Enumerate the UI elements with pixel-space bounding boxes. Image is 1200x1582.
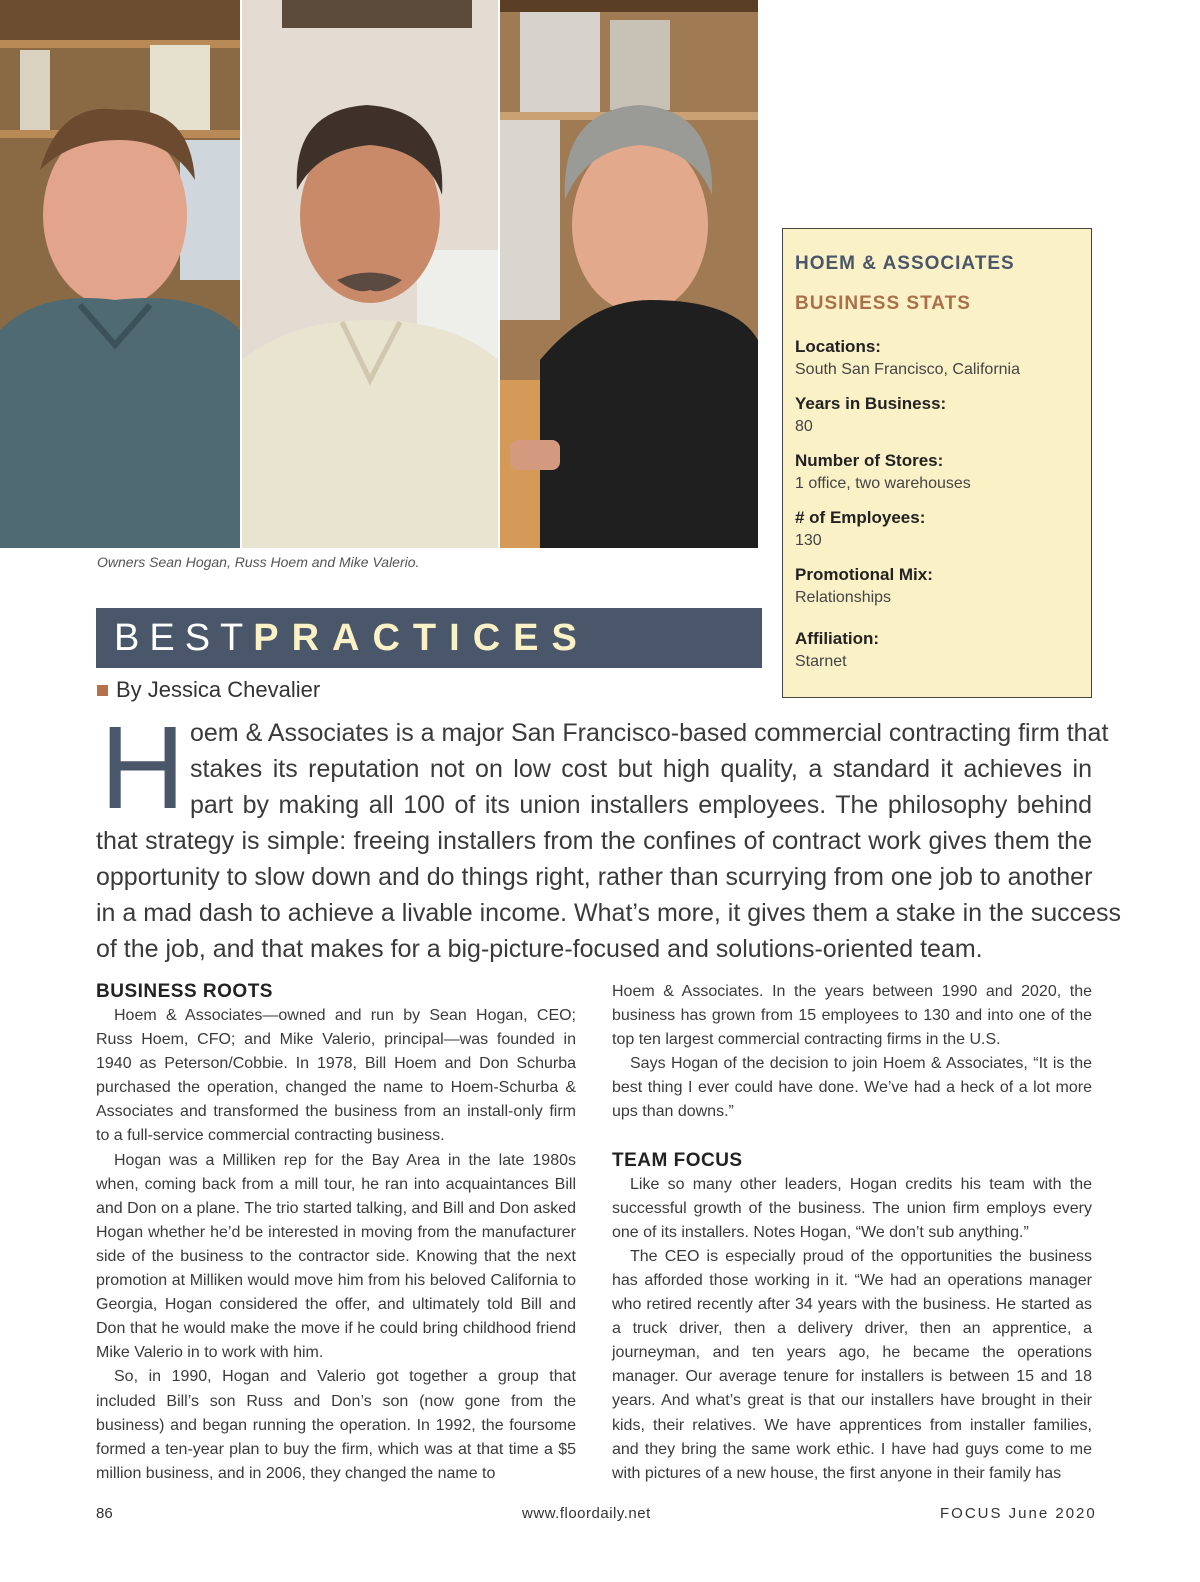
stat-value-promotional-mix: Relationships — [795, 589, 892, 606]
lead-line: in a mad dash to achieve a livable income. What’s more, it gives them a stake in the success — [96, 899, 1122, 927]
photo-russ-hoem — [242, 0, 498, 548]
body-paragraph: Hoem & Associates. In the years between 1990 and 2020, the business has grown from 15 employees to 130 and into one of the top ten largest commercial contracting firms in the U.S. — [612, 983, 1092, 1049]
stat-value-stores: 1 office, two warehouses — [795, 475, 971, 492]
stat-value-employees: 130 — [795, 532, 822, 549]
stat-label-years: Years in Business: — [795, 394, 947, 413]
right-column — [612, 980, 1092, 1486]
business-stats-box — [782, 228, 1092, 698]
byline-text: By Jessica Chevalier — [116, 677, 321, 702]
bullet-square-icon — [97, 685, 108, 696]
lead-line: oem & Associates is a major San Francisco-based commercial contracting firm that — [190, 719, 1109, 747]
left-column — [96, 980, 576, 1486]
drop-cap: H — [100, 702, 186, 834]
lead-line: that strategy is simple: freeing installers from the confines of contract work gives them the — [96, 827, 1092, 855]
banner-bold-text: PRACTICES — [253, 616, 590, 659]
body-paragraph: So, in 1990, Hogan and Valerio got together a group that included Bill’s son Russ and Don’s son (now gone from the business) and began running the operation. In 1992, the foursome formed a ten-year plan to buy the firm, which was at that time a $5 million business, and in 2006, they changed the name to — [96, 1368, 576, 1482]
heading-business-roots: BUSINESS ROOTS — [96, 981, 273, 1002]
footer-issue: FOCUS June 2020 — [940, 1505, 1097, 1522]
spacer — [612, 1125, 1092, 1149]
photo-mike-valerio — [500, 0, 758, 548]
body-paragraph: Like so many other leaders, Hogan credits his team with the successful growth of the business. The union firm employs every one of its installers. Notes Hogan, “We don’t sub anything.” — [612, 1175, 1092, 1241]
stat-label-locations: Locations: — [795, 337, 881, 356]
stat-label-promotional-mix: Promotional Mix: — [795, 565, 933, 584]
stat-label-affiliation: Affiliation: — [795, 629, 880, 648]
stats-subtitle: BUSINESS STATS — [795, 293, 971, 314]
lead-line: stakes its reputation not on low cost but high quality, a standard it achieves in — [190, 755, 1092, 783]
page-number: 86 — [96, 1505, 113, 1522]
photo-caption: Owners Sean Hogan, Russ Hoem and Mike Valerio. — [97, 554, 420, 570]
byline — [97, 677, 320, 703]
lead-line: of the job, and that makes for a big-picture-focused and solutions-oriented team. — [96, 935, 983, 963]
heading-team-focus: TEAM FOCUS — [612, 1149, 743, 1171]
stat-value-locations: South San Francisco, California — [795, 361, 1020, 378]
body-paragraph: Hoem & Associates—owned and run by Sean Hogan, CEO; Russ Hoem, CFO; and Mike Valerio, principal—was founded in 1940 as Peterson/Cobbie. In 1978, Bill Hoem and Don Schurba purchased the operation, changed the name to Hoem-Schurba & Associates and transformed the business from an install-only firm to a full-service commercial contracting business. — [96, 1007, 576, 1145]
stat-label-stores: Number of Stores: — [795, 451, 944, 470]
lead-line: part by making all 100 of its union installers employees. The philosophy behind — [190, 791, 1092, 819]
body-paragraph: The CEO is especially proud of the opportunities the business has afforded those working in it. “We had an operations manager who retired recently after 34 years with the business. He started as a truck driver, then a delivery driver, then an apprentice, a journeyman, and ten years ago, he became the operations manager. Our average tenure for installers is between 15 and 18 years. And what’s great is that our installers have brought in their kids, their relatives. We have apprentices from installer families, and they bring the same work ethic. I have had guys come to me with pictures of a new house, the first anyone in their family has — [612, 1247, 1092, 1482]
stat-value-years: 80 — [795, 418, 813, 435]
stat-value-affiliation: Starnet — [795, 653, 847, 670]
footer-url: www.floordaily.net — [522, 1505, 651, 1522]
section-banner — [96, 608, 762, 668]
banner-light-text: BEST — [114, 616, 254, 659]
photo-sean-hogan — [0, 0, 240, 548]
body-paragraph: Hogan was a Milliken rep for the Bay Area in the late 1980s when, coming back from a mill tour, he ran into acquaintances Bill and Don on a plane. The trio started talking, and Bill and Don asked Hogan whether he’d be interested in moving from the manufacturer side of the business to the contractor side. Knowing that the next promotion at Milliken would move him from his beloved California to Georgia, Hogan considered the offer, and ultimately told Bill and Don that he would make the move if he could bring childhood friend Mike Valerio in to work with him. — [96, 1151, 577, 1362]
stats-title: HOEM & ASSOCIATES — [795, 253, 1015, 274]
lead-line: opportunity to slow down and do things right, rather than scurrying from one job to another — [96, 863, 1093, 891]
stat-label-employees: # of Employees: — [795, 508, 926, 527]
body-paragraph: Says Hogan of the decision to join Hoem & Associates, “It is the best thing I ever could have done. We’ve had a heck of a lot more ups than downs.” — [612, 1055, 1092, 1121]
